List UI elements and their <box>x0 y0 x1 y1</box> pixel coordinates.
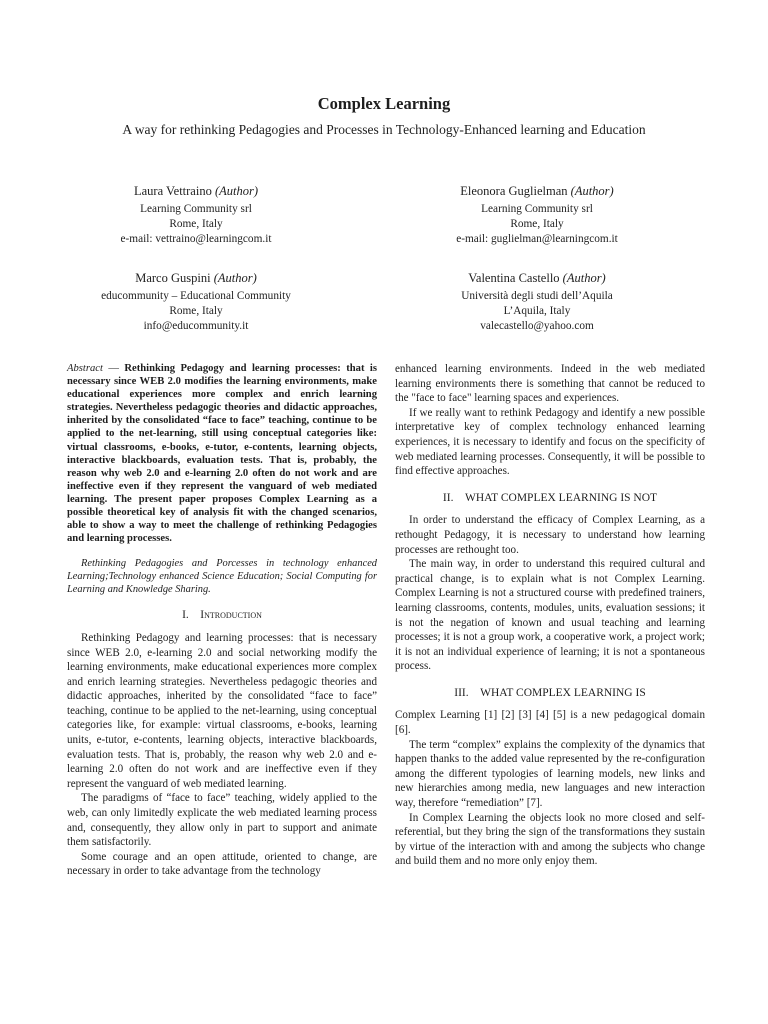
section-number: II. <box>442 491 454 504</box>
author-role: (Author) <box>570 184 614 198</box>
paragraph: Complex Learning [1] [2] [3] [4] [5] is a new pedagogical domain [6]. <box>395 709 705 737</box>
author-location: Rome, Italy <box>169 305 223 317</box>
right-column <box>395 362 705 869</box>
section-heading <box>395 686 705 701</box>
paragraph: The main way, in order to understand this required cultural and practical change, is to explain what is not Complex Learning. Complex Learning is not a structured course with predefined trainers, learning classrooms, contents, modules, units, evaluation sessions; it is not the negation of known and usual teaching and learning processes; it is not a group work, a cooperative work, a project work; it is not an individual experience of learning; it is not a spontaneous process. <box>395 558 705 673</box>
author-name: Valentina Castello <box>468 271 560 285</box>
paragraph: Some courage and an open attitude, oriented to change, are necessary in order to take advantage from the technology <box>67 850 377 878</box>
author-name-line <box>377 184 697 199</box>
author-block <box>377 271 697 334</box>
author-name-line <box>36 271 356 286</box>
left-column <box>67 362 377 879</box>
author-location: Rome, Italy <box>169 218 223 230</box>
paragraph: In Complex Learning the objects look no more closed and self-referential, but they bring the sign of the transformations they sustain by virtue of the interaction with and among the subjects who change and build them and no more only enjoy them. <box>395 811 705 868</box>
author-affiliation: Università degli studi dell’Aquila <box>461 290 613 302</box>
author-role: (Author) <box>213 271 257 285</box>
section-title: Introduction <box>200 609 262 622</box>
author-contact: e-mail: guglielman@learningcom.it <box>456 233 618 245</box>
author-contact: valecastello@yahoo.com <box>480 320 594 332</box>
paragraph: If we really want to rethink Pedagogy and identify a new possible interpretative key of complex technology enhanced learning experiences, it is necessary to identify and focus on the specificity of web mediated learning processes. Consequently, it will be possible to find effective approaches. <box>395 406 705 478</box>
abstract-label: Abstract <box>67 363 103 374</box>
keywords: Rethinking Pedagogies and Porcesses in technology enhanced Learning;Technology enhanced Science Education; Social Computing for Learning and Knowledge Sharing. <box>67 558 377 596</box>
author-contact: e-mail: vettraino@learningcom.it <box>120 233 272 245</box>
section-number: I. <box>182 609 189 622</box>
author-affiliation: Learning Community srl <box>140 203 252 215</box>
author-block <box>36 184 356 247</box>
author-name: Eleonora Guglielman <box>460 184 568 198</box>
author-name-line <box>36 184 356 199</box>
section-title: WHAT COMPLEX LEARNING IS NOT <box>464 491 658 504</box>
paper-subtitle: A way for rethinking Pedagogies and Processes in Technology-Enhanced learning and Education <box>122 122 646 137</box>
section-title: WHAT COMPLEX LEARNING IS <box>480 686 646 699</box>
author-name: Marco Guspini <box>135 271 211 285</box>
author-name-line <box>377 271 697 286</box>
author-location: Rome, Italy <box>510 218 564 230</box>
author-affiliation: Learning Community srl <box>481 203 593 215</box>
abstract-text: Rethinking Pedagogy and learning processes: that is necessary since WEB 2.0 modifies the learning environments, make educational experiences more complex and enrich learning strategies. Nevertheless pedagogic theories and didactic approaches, inherited by the consolidated “face to face” teaching, continue to be applied to the net-learning, still using conceptual categories like: virtual classrooms, e-books, e-tutor, e-contents, learning objects, interactive blackboards, evaluation tests. That is, probably, the reason why web 2.0 and e-learning 2.0 often do not work and are ineffective even if they represent the vanguard of web mediated learning. The present paper proposes Complex Learning as a possible theoretical key of analysis fit with the changed scenarios, able to show a way to meet the challenge of rethinking Pedagogies and learning processes. <box>67 363 377 545</box>
abstract-dash: — <box>102 363 125 374</box>
paragraph: Rethinking Pedagogy and learning processes: that is necessary since WEB 2.0, e-learning 2.0 and social networking modify the learning environments, make educational experiences more complex and enrich learning strategies. Nevertheless pedagogic theories and didactic approaches, inherited by the consolidated “face to face” teaching, continue to be applied to the net-learning, using conceptual categories like, for example: virtual classrooms, e-books, learning units, e-tutor, e-contents, learning objects, interactive blackboards, evaluation tests. That is, probably, the reason why web 2.0 and e-learning 2.0 often do not work and are ineffective even if they represent the vanguard of web mediated learning. <box>67 631 377 790</box>
paper-title: Complex Learning <box>317 94 451 113</box>
author-block <box>36 271 356 334</box>
author-block <box>377 184 697 247</box>
section-number: III. <box>454 686 469 699</box>
author-name: Laura Vettraino <box>133 184 212 198</box>
author-location: L’Aquila, Italy <box>503 305 571 317</box>
paragraph: The paradigms of “face to face” teaching, widely applied to the web, can only limitedly explicate the web mediated learning process and, consequently, they allow only in part to support and animate them satisfactorily. <box>67 792 377 849</box>
section-heading <box>395 491 705 506</box>
author-role: (Author) <box>214 184 259 198</box>
paragraph: enhanced learning environments. Indeed in the web mediated learning environments there is something that cannot be reduced to the "face to face" learning spaces and experiences. <box>395 363 705 405</box>
author-contact: info@educommunity.it <box>143 320 249 332</box>
section-heading <box>67 608 377 623</box>
paragraph: The term “complex” explains the complexity of the dynamics that happen thanks to the added value represented by the re-configuration among the different typologies of learning models, new links and new hierarchies among media, new languages and new interaction way, therefore “remediation” [7]. <box>395 738 705 810</box>
abstract <box>67 362 377 545</box>
author-role: (Author) <box>562 271 606 285</box>
paragraph: In order to understand the efficacy of Complex Learning, as a rethought Pedagogy, it is necessary to understand how learning processes are rethought too. <box>395 514 705 556</box>
author-affiliation: educommunity – Educational Community <box>101 290 291 302</box>
